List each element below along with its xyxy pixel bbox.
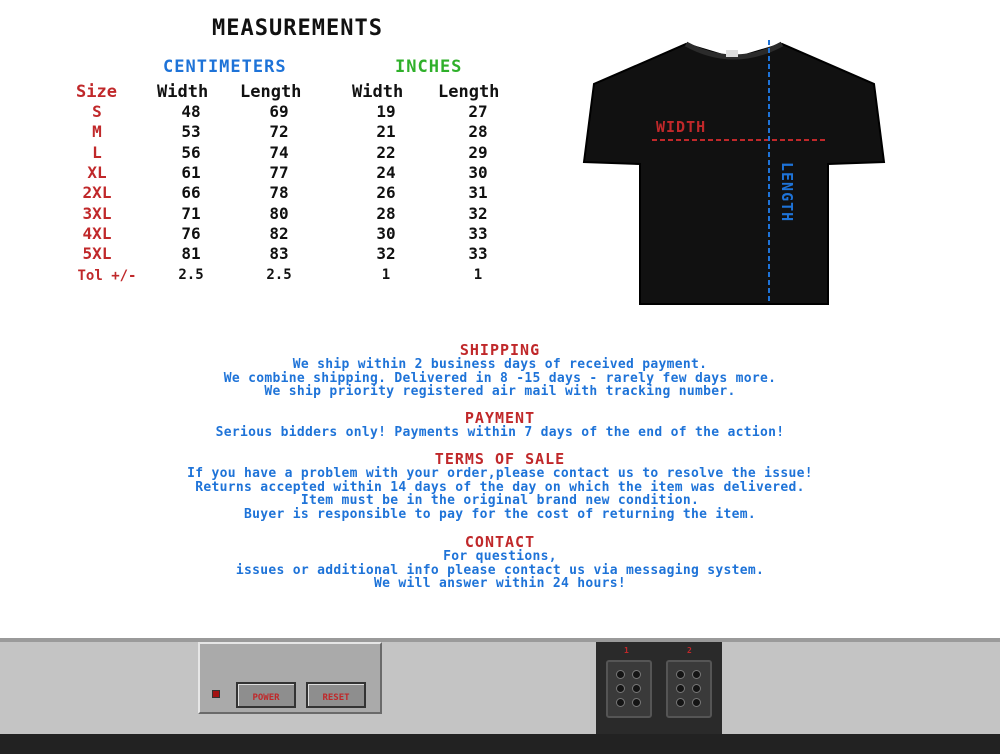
size-cell: 3XL [82, 203, 112, 223]
terms-line: Item must be in the original brand new condition. [300, 493, 700, 508]
cm-length-cell: 69 [269, 102, 289, 121]
in-width-cell: 19 [376, 102, 396, 121]
measurements-title: MEASUREMENTS [212, 16, 383, 41]
in-length-cell: 33 [468, 244, 488, 264]
in-width-cell: 24 [376, 162, 396, 182]
cm-width-cell: 53 [181, 122, 201, 142]
terms-section [0, 451, 1000, 521]
tolerance-label: Tol +/- [77, 268, 137, 284]
size-cell: 2XL [82, 183, 112, 203]
in-length-cell: 28 [468, 122, 488, 142]
terms-title: TERMS OF SALE [434, 450, 566, 468]
size-cell: M [92, 122, 102, 142]
in-length-cell: 31 [468, 183, 488, 203]
in-width-cell: 32 [376, 244, 396, 264]
in-width-cell: 26 [376, 183, 396, 203]
controller-port-1-icon [606, 660, 652, 718]
inches-header: INCHES [395, 57, 463, 77]
tolerance-cm-length: 2.5 [266, 267, 292, 283]
power-led-icon [212, 690, 220, 698]
tolerance-cm-width: 2.5 [178, 267, 204, 283]
contact-line: We will answer within 24 hours! [374, 576, 626, 591]
in-length-column-header: Length [438, 82, 500, 102]
shipping-line: We ship priority registered air mail with tracking number. [264, 384, 736, 399]
terms-line: Returns accepted within 14 days of the day on which the item was delivered. [195, 479, 805, 495]
controller-port-2-icon [666, 660, 712, 718]
console-graphic [0, 638, 1000, 754]
tolerance-in-width: 1 [381, 267, 391, 283]
in-width-cell: 30 [376, 223, 396, 243]
cm-width-cell: 61 [181, 162, 201, 182]
length-label: LENGTH [778, 162, 796, 223]
cm-length-cell: 74 [269, 142, 289, 162]
size-cell: L [92, 142, 102, 162]
port-pin-icon [632, 670, 641, 679]
in-length-cell: 32 [468, 203, 488, 223]
port-pin-icon [692, 670, 701, 679]
centimeters-header: CENTIMETERS [163, 57, 287, 77]
cm-width-column-header: Width [157, 82, 209, 102]
payment-title: PAYMENT [464, 409, 536, 427]
in-length-cell: 27 [468, 102, 488, 121]
port-pin-icon [632, 698, 641, 707]
port-pin-icon [616, 684, 625, 693]
size-cell: 4XL [82, 223, 112, 243]
port-pin-icon [676, 684, 685, 693]
cm-length-column-header: Length [240, 82, 302, 102]
cm-width-cell: 66 [181, 183, 201, 203]
tshirt-icon [576, 36, 888, 308]
size-column-header: Size [76, 82, 117, 102]
port-pin-icon [676, 698, 685, 707]
in-width-cell: 22 [376, 142, 396, 162]
console-button-panel [198, 642, 382, 714]
cm-length-cell: 82 [269, 223, 289, 243]
shipping-line: We combine shipping. Delivered in 8 -15 days - rarely few days more. [223, 370, 777, 386]
reset-button[interactable]: RESET [306, 682, 366, 708]
size-cell: S [92, 102, 102, 121]
port-pin-icon [692, 698, 701, 707]
controller-ports [596, 642, 722, 734]
port-pin-icon [692, 684, 701, 693]
console-top-edge [0, 638, 1000, 642]
contact-line: issues or additional info please contact us via messaging system. [235, 562, 765, 578]
shipping-line: We ship within 2 business days of received payment. [292, 357, 708, 372]
cm-width-cell: 81 [181, 244, 201, 264]
cm-width-cell: 56 [181, 142, 201, 162]
port-pin-icon [676, 670, 685, 679]
in-width-cell: 21 [376, 122, 396, 142]
cm-width-cell: 76 [181, 223, 201, 243]
cm-width-cell: 48 [181, 102, 201, 121]
console-bottom-edge [0, 734, 1000, 754]
contact-title: CONTACT [464, 533, 536, 551]
size-cell: XL [87, 162, 107, 182]
in-width-cell: 28 [376, 203, 396, 223]
in-length-cell: 30 [468, 162, 488, 182]
width-label: WIDTH [656, 118, 707, 136]
contact-line: For questions, [443, 549, 557, 564]
power-button[interactable]: POWER [236, 682, 296, 708]
in-width-column-header: Width [352, 82, 404, 102]
payment-section [0, 410, 1000, 440]
port-pin-icon [616, 698, 625, 707]
contact-section [0, 534, 1000, 591]
cm-length-cell: 83 [269, 244, 289, 264]
cm-length-cell: 78 [269, 183, 289, 203]
in-length-cell: 33 [468, 223, 488, 243]
shipping-title: SHIPPING [459, 341, 541, 359]
cm-length-cell: 80 [269, 203, 289, 223]
payment-line: Serious bidders only! Payments within 7 days of the end of the action! [215, 425, 785, 440]
port-1-label: 1 [624, 646, 629, 655]
port-pin-icon [632, 684, 641, 693]
tshirt-diagram [576, 36, 888, 308]
terms-line: Buyer is responsible to pay for the cost of returning the item. [244, 506, 756, 522]
shipping-section [0, 342, 1000, 399]
port-2-label: 2 [687, 646, 692, 655]
cm-width-cell: 71 [181, 203, 201, 223]
size-cell: 5XL [82, 244, 112, 264]
cm-length-cell: 77 [269, 162, 289, 182]
port-pin-icon [616, 670, 625, 679]
tolerance-in-length: 1 [473, 267, 483, 283]
cm-length-cell: 72 [269, 122, 289, 142]
in-length-cell: 29 [468, 142, 488, 162]
terms-line: If you have a problem with your order,please contact us to resolve the issue! [187, 466, 813, 481]
